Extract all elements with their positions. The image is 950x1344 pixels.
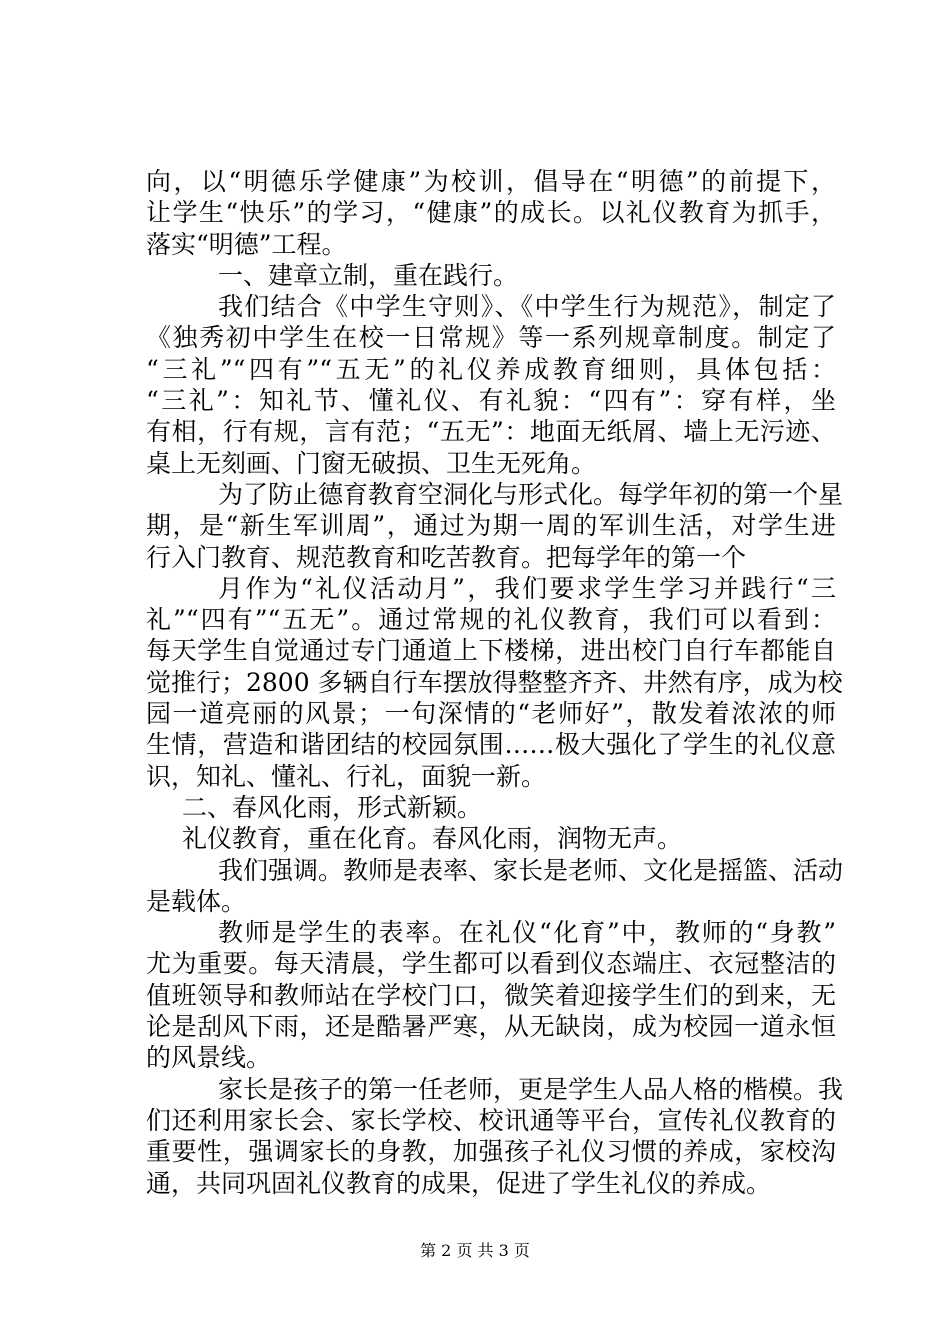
text-line: 月作为“礼仪活动月”，我们要求学生学习并践行“三 <box>218 573 836 603</box>
text-line: 园一道亮丽的风景；一句深情的“老师好”，散发着浓浓的师 <box>146 699 836 729</box>
text-line: 行入门教育、规范教育和吃苦教育。把每学年的第一个 <box>146 542 747 572</box>
text-line: 通，共同巩固礼仪教育的成果，促进了学生礼仪的养成。 <box>146 1168 772 1198</box>
text-line: 我们强调。教师是表率、家长是老师、文化是摇篮、活动 <box>218 855 844 885</box>
text-line: 觉推行；2800 多辆自行车摆放得整整齐齐、井然有序，成为校 <box>146 667 843 697</box>
document-body <box>146 166 844 1199</box>
text-line: 的风景线。 <box>146 1043 272 1073</box>
text-line: 家长是孩子的第一任老师，更是学生人品人格的楷模。我 <box>218 1074 844 1104</box>
text-line: 让学生“快乐”的学习，“健康”的成长。以礼仪教育为抓手， <box>146 198 836 228</box>
text-line: 重要性，强调家长的身教，加强孩子礼仪习惯的养成，家校沟 <box>146 1137 836 1167</box>
text-line: 有相，行有规，言有范；“五无”：地面无纸屑、墙上无污迹、 <box>146 417 836 447</box>
text-line: 是载体。 <box>146 886 247 916</box>
text-line: 桌上无刻画、门窗无破损、卫生无死角。 <box>146 448 597 478</box>
text-line: 《独秀初中学生在校一日常规》等一系列规章制度。制定了 <box>146 323 836 353</box>
text-line: 我们结合《中学生守则》、《中学生行为规范》，制定了 <box>218 292 836 322</box>
text-line: 识，知礼、懂礼、行礼，面貌一新。 <box>146 761 547 791</box>
text-line: 期，是“新生军训周”，通过为期一周的军训生活，对学生进 <box>146 511 836 541</box>
text-line: “三礼”“四有”“五无”的礼仪养成教育细则，具体包括： <box>146 354 836 384</box>
text-line: 尤为重要。每天清晨，学生都可以看到仪态端庄、衣冠整洁的 <box>146 949 836 979</box>
text-line: 礼”“四有”“五无”。通过常规的礼仪教育，我们可以看到： <box>146 605 836 635</box>
text-line: 论是刮风下雨，还是酷暑严寒，从无缺岗，成为校园一道永恒 <box>146 1012 836 1042</box>
text-line: 二、春风化雨，形式新颖。 <box>182 792 483 822</box>
text-line: 值班领导和教师站在学校门口，微笑着迎接学生们的到来，无 <box>146 980 836 1010</box>
text-line: 们还利用家长会、家长学校、校讯通等平台，宣传礼仪教育的 <box>146 1105 836 1135</box>
page-footer: 第 2 页 共 3 页 <box>420 1241 530 1260</box>
text-line: 礼仪教育，重在化育。春风化雨，润物无声。 <box>182 824 683 854</box>
text-line: 教师是学生的表率。在礼仪“化育”中，教师的“身教” <box>218 918 836 948</box>
text-line: 向，以“明德乐学健康”为校训，倡导在“明德”的前提下， <box>146 167 836 196</box>
text-line: 生情，营造和谐团结的校园氛围……极大强化了学生的礼仪意 <box>146 730 836 760</box>
text-line: 每天学生自觉通过专门通道上下楼梯，进出校门自行车都能自 <box>146 636 836 666</box>
text-line: 为了防止德育教育空洞化与形式化。每学年初的第一个星 <box>218 479 844 509</box>
text-line: “三礼”：知礼节、懂礼仪、有礼貌：“四有”：穿有样，坐 <box>146 386 836 416</box>
text-line: 一、建章立制，重在践行。 <box>218 260 519 290</box>
text-line: 落实“明德”工程。 <box>146 229 347 259</box>
